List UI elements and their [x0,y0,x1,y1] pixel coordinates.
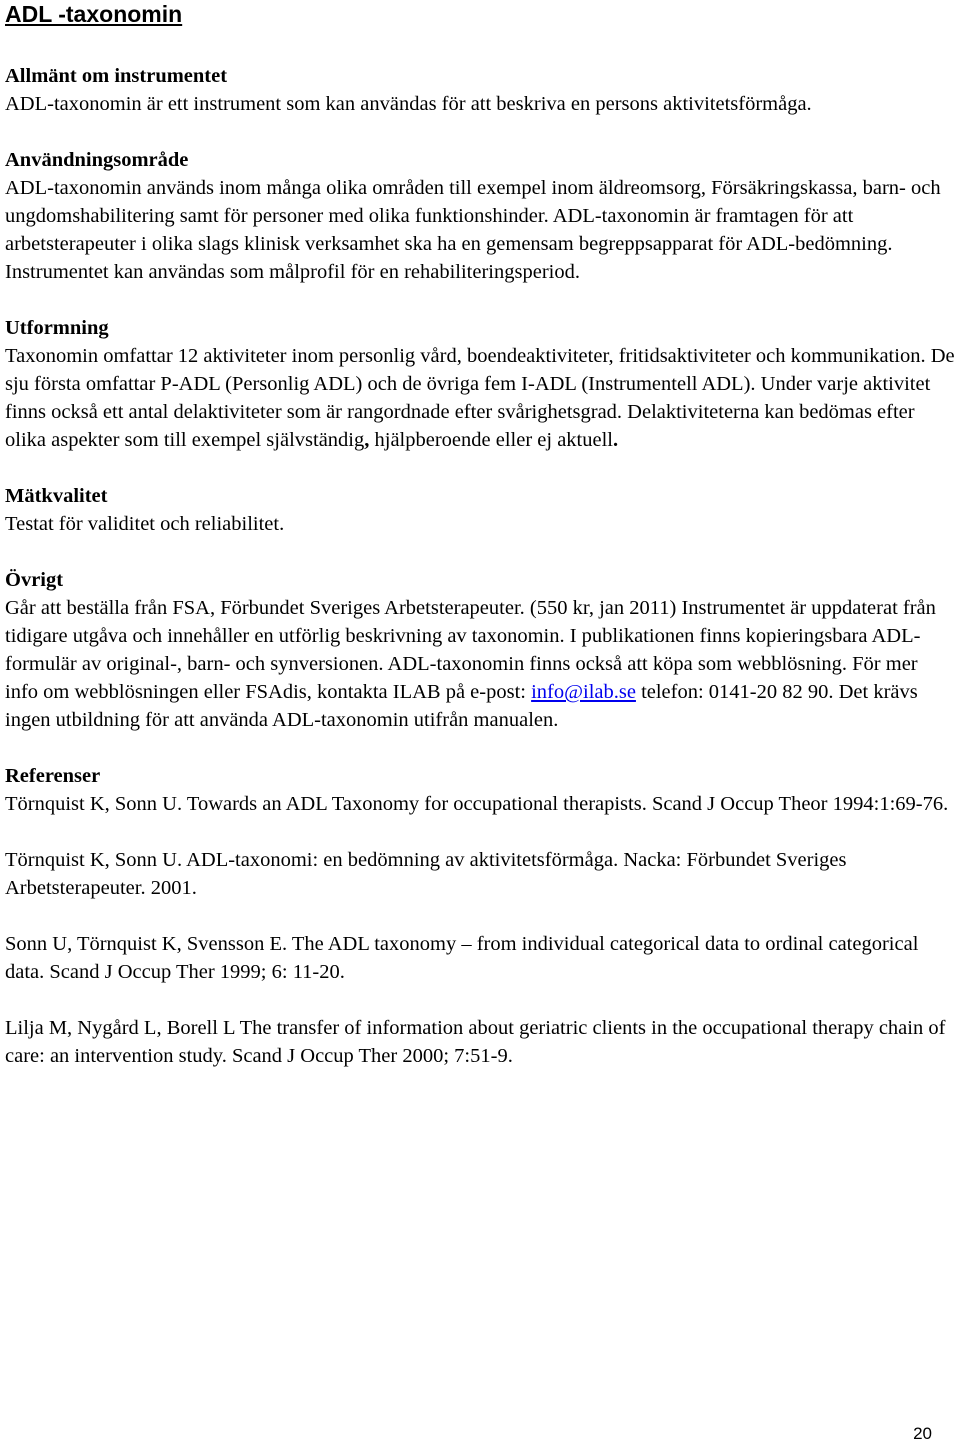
section-usage [5,146,955,286]
section-text-design [5,342,955,454]
section-quality [5,482,955,538]
section-text-quality: Testat för validitet och reliabilitet. [5,513,285,535]
section-references [5,762,955,1070]
section-heading-quality: Mätkvalitet [5,485,108,507]
section-heading-general: Allmänt om instrumentet [5,65,228,87]
email-link[interactable]: info@ilab.se [531,681,636,703]
design-period: . [612,429,619,451]
section-other [5,566,955,734]
section-text-other [5,594,955,734]
section-heading-design: Utformning [5,317,109,339]
reference-item: Sonn U, Törnquist K, Svensson E. The ADL taxonomy – from individual categorical data to ordinal categorical data. Scand J Occup Ther 1999; 6: 11-20. [5,933,919,983]
document-title: ADL -taxonomin [5,1,183,27]
section-heading-usage: Användningsområde [5,149,189,171]
page-number: 20 [913,1424,932,1443]
design-text-part2: hjälpberoende eller ej aktuell [369,429,613,451]
reference-item: Törnquist K, Sonn U. Towards an ADL Taxonomy for occupational therapists. Scand J Occup Theor 1994:1:69-76. [5,793,949,815]
section-general [5,62,955,118]
section-heading-references: Referenser [5,765,101,787]
document-page [5,0,955,1070]
other-text-before-email: Går att beställa från FSA, Förbundet Sveriges Arbetsterapeuter. (550 kr, jan 2011) Instrumentet är uppdaterat från tidigare utgåva och innehåller en utförlig beskrivning av taxonomin. I publikationen finns kopieringsbara ADL-formulär av original-, barn- och synversionen. ADL-taxonomin finns också att köpa som webblösning. För mer info om webblösningen eller FSAdis, kontakta ILAB på e-post: [5,597,936,703]
section-heading-other: Övrigt [5,569,64,591]
reference-item: Lilja M, Nygård L, Borell L The transfer of information about geriatric clients in the occupational therapy chain of care: an intervention study. Scand J Occup Ther 2000; 7:51-9. [5,1017,946,1067]
design-text-part1: Taxonomin omfattar 12 aktiviteter inom personlig vård, boendeaktiviteter, fritidsaktiviteter och kommunikation. De sju första omfattar P-ADL (Personlig ADL) och de övriga fem I-ADL (Instrumentell ADL). Under varje aktivitet finns också ett antal delaktiviteter som är rangordnade efter svårighetsgrad. Delaktiviteterna kan bedömas efter olika aspekter som till exempel självständig [5,345,955,451]
design-comma: , [364,429,370,451]
section-text-usage: ADL-taxonomin används inom många olika områden till exempel inom äldreomsorg, Försäkringskassa, barn- och ungdomshabilitering samt för personer med olika funktionshinder. ADL-taxonomin är framtagen för att arbetsterapeuter i olika slags klinisk verksamhet ska ha en gemensam begreppsapparat för ADL-bedömning. Instrumentet kan användas som målprofil för en rehabiliteringsperiod. [5,177,941,283]
reference-item: Törnquist K, Sonn U. ADL-taxonomi: en bedömning av aktivitetsförmåga. Nacka: Förbundet Sveriges Arbetsterapeuter. 2001. [5,849,847,899]
section-text-general: ADL-taxonomin är ett instrument som kan användas för att beskriva en persons aktivitetsförmåga. [5,93,812,115]
other-text-after-email: telefon: 0141-20 82 90. Det krävs ingen utbildning för att använda ADL-taxonomin utifrån manualen. [5,681,918,731]
section-design [5,314,955,454]
